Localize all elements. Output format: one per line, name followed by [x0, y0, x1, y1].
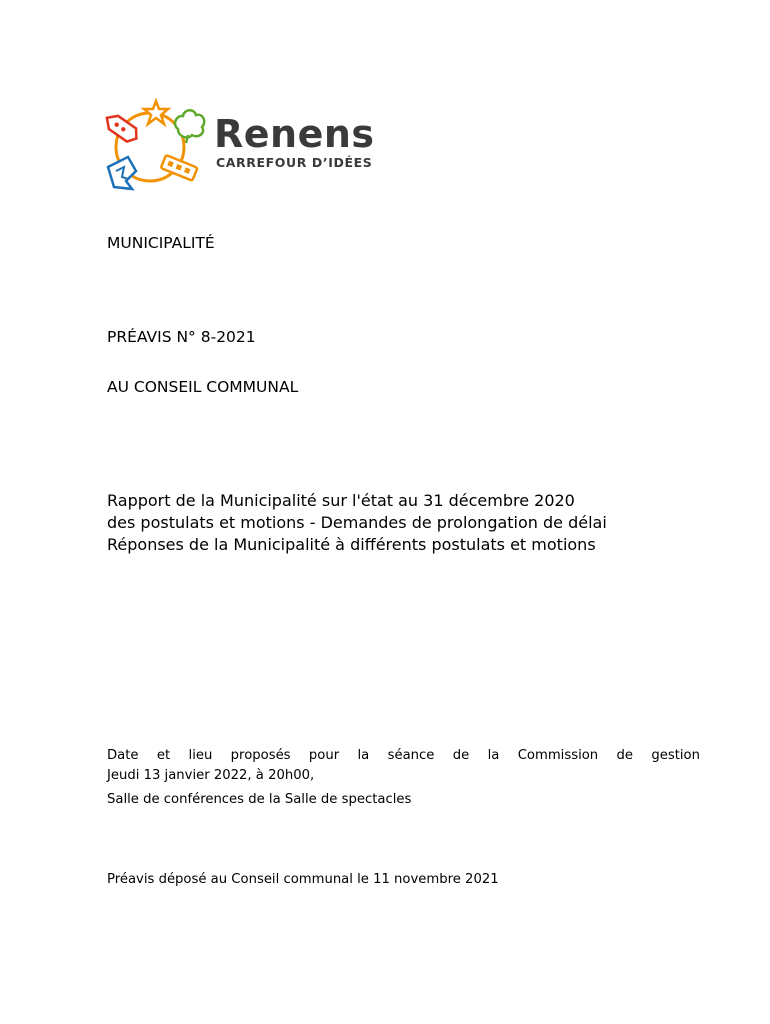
logo-tagline: CARREFOUR D’IDÉES [216, 155, 373, 170]
blue-shape-icon [108, 157, 136, 189]
title-line-2: des postulats et motions - Demandes de prolongation de délai [107, 513, 607, 532]
meeting-location: Salle de conférences de la Salle de spectacles [107, 792, 412, 807]
meeting-date: Jeudi 13 janvier 2022, à 20h00, [107, 768, 315, 783]
title-line-1: Rapport de la Municipalité sur l'état au 31 décembre 2020 [107, 491, 575, 510]
title-line-3: Réponses de la Municipalité à différents postulats et motions [107, 535, 596, 554]
deposit-note: Préavis déposé au Conseil communal le 11 novembre 2021 [107, 872, 499, 887]
logo-wordmark: Renens [214, 112, 375, 156]
star-icon [144, 101, 168, 124]
recipient-heading: AU CONSEIL COMMUNAL [107, 378, 299, 396]
meeting-intro: Date et lieu proposés pour la séance de la Commission de gestion [107, 748, 700, 763]
logo-emblem-icon [98, 95, 218, 195]
preavis-number: PRÉAVIS N° 8-2021 [107, 328, 256, 346]
renens-logo [98, 95, 388, 195]
tree-icon [175, 110, 204, 143]
department-heading: MUNICIPALITÉ [107, 234, 215, 252]
